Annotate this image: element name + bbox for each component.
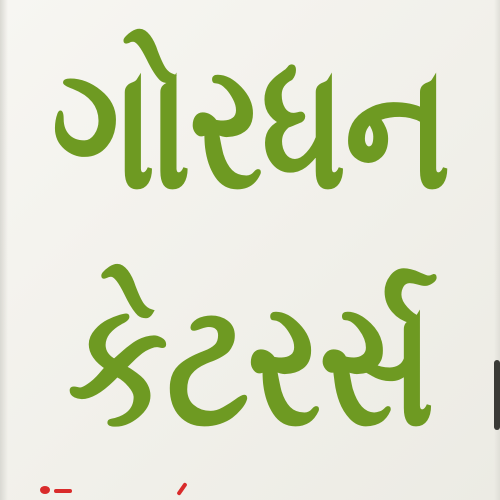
sign-line-1 — [0, 8, 500, 248]
red-paint-mark — [176, 482, 187, 496]
red-paint-mark — [40, 486, 50, 494]
sign-text-caterers: કેટરર્સ — [67, 264, 433, 466]
dark-edge-mark — [494, 360, 500, 430]
red-paint-mark — [54, 489, 72, 493]
sign-text-gordhan: ગોરધન — [51, 27, 449, 229]
sign-line-2 — [0, 250, 500, 480]
